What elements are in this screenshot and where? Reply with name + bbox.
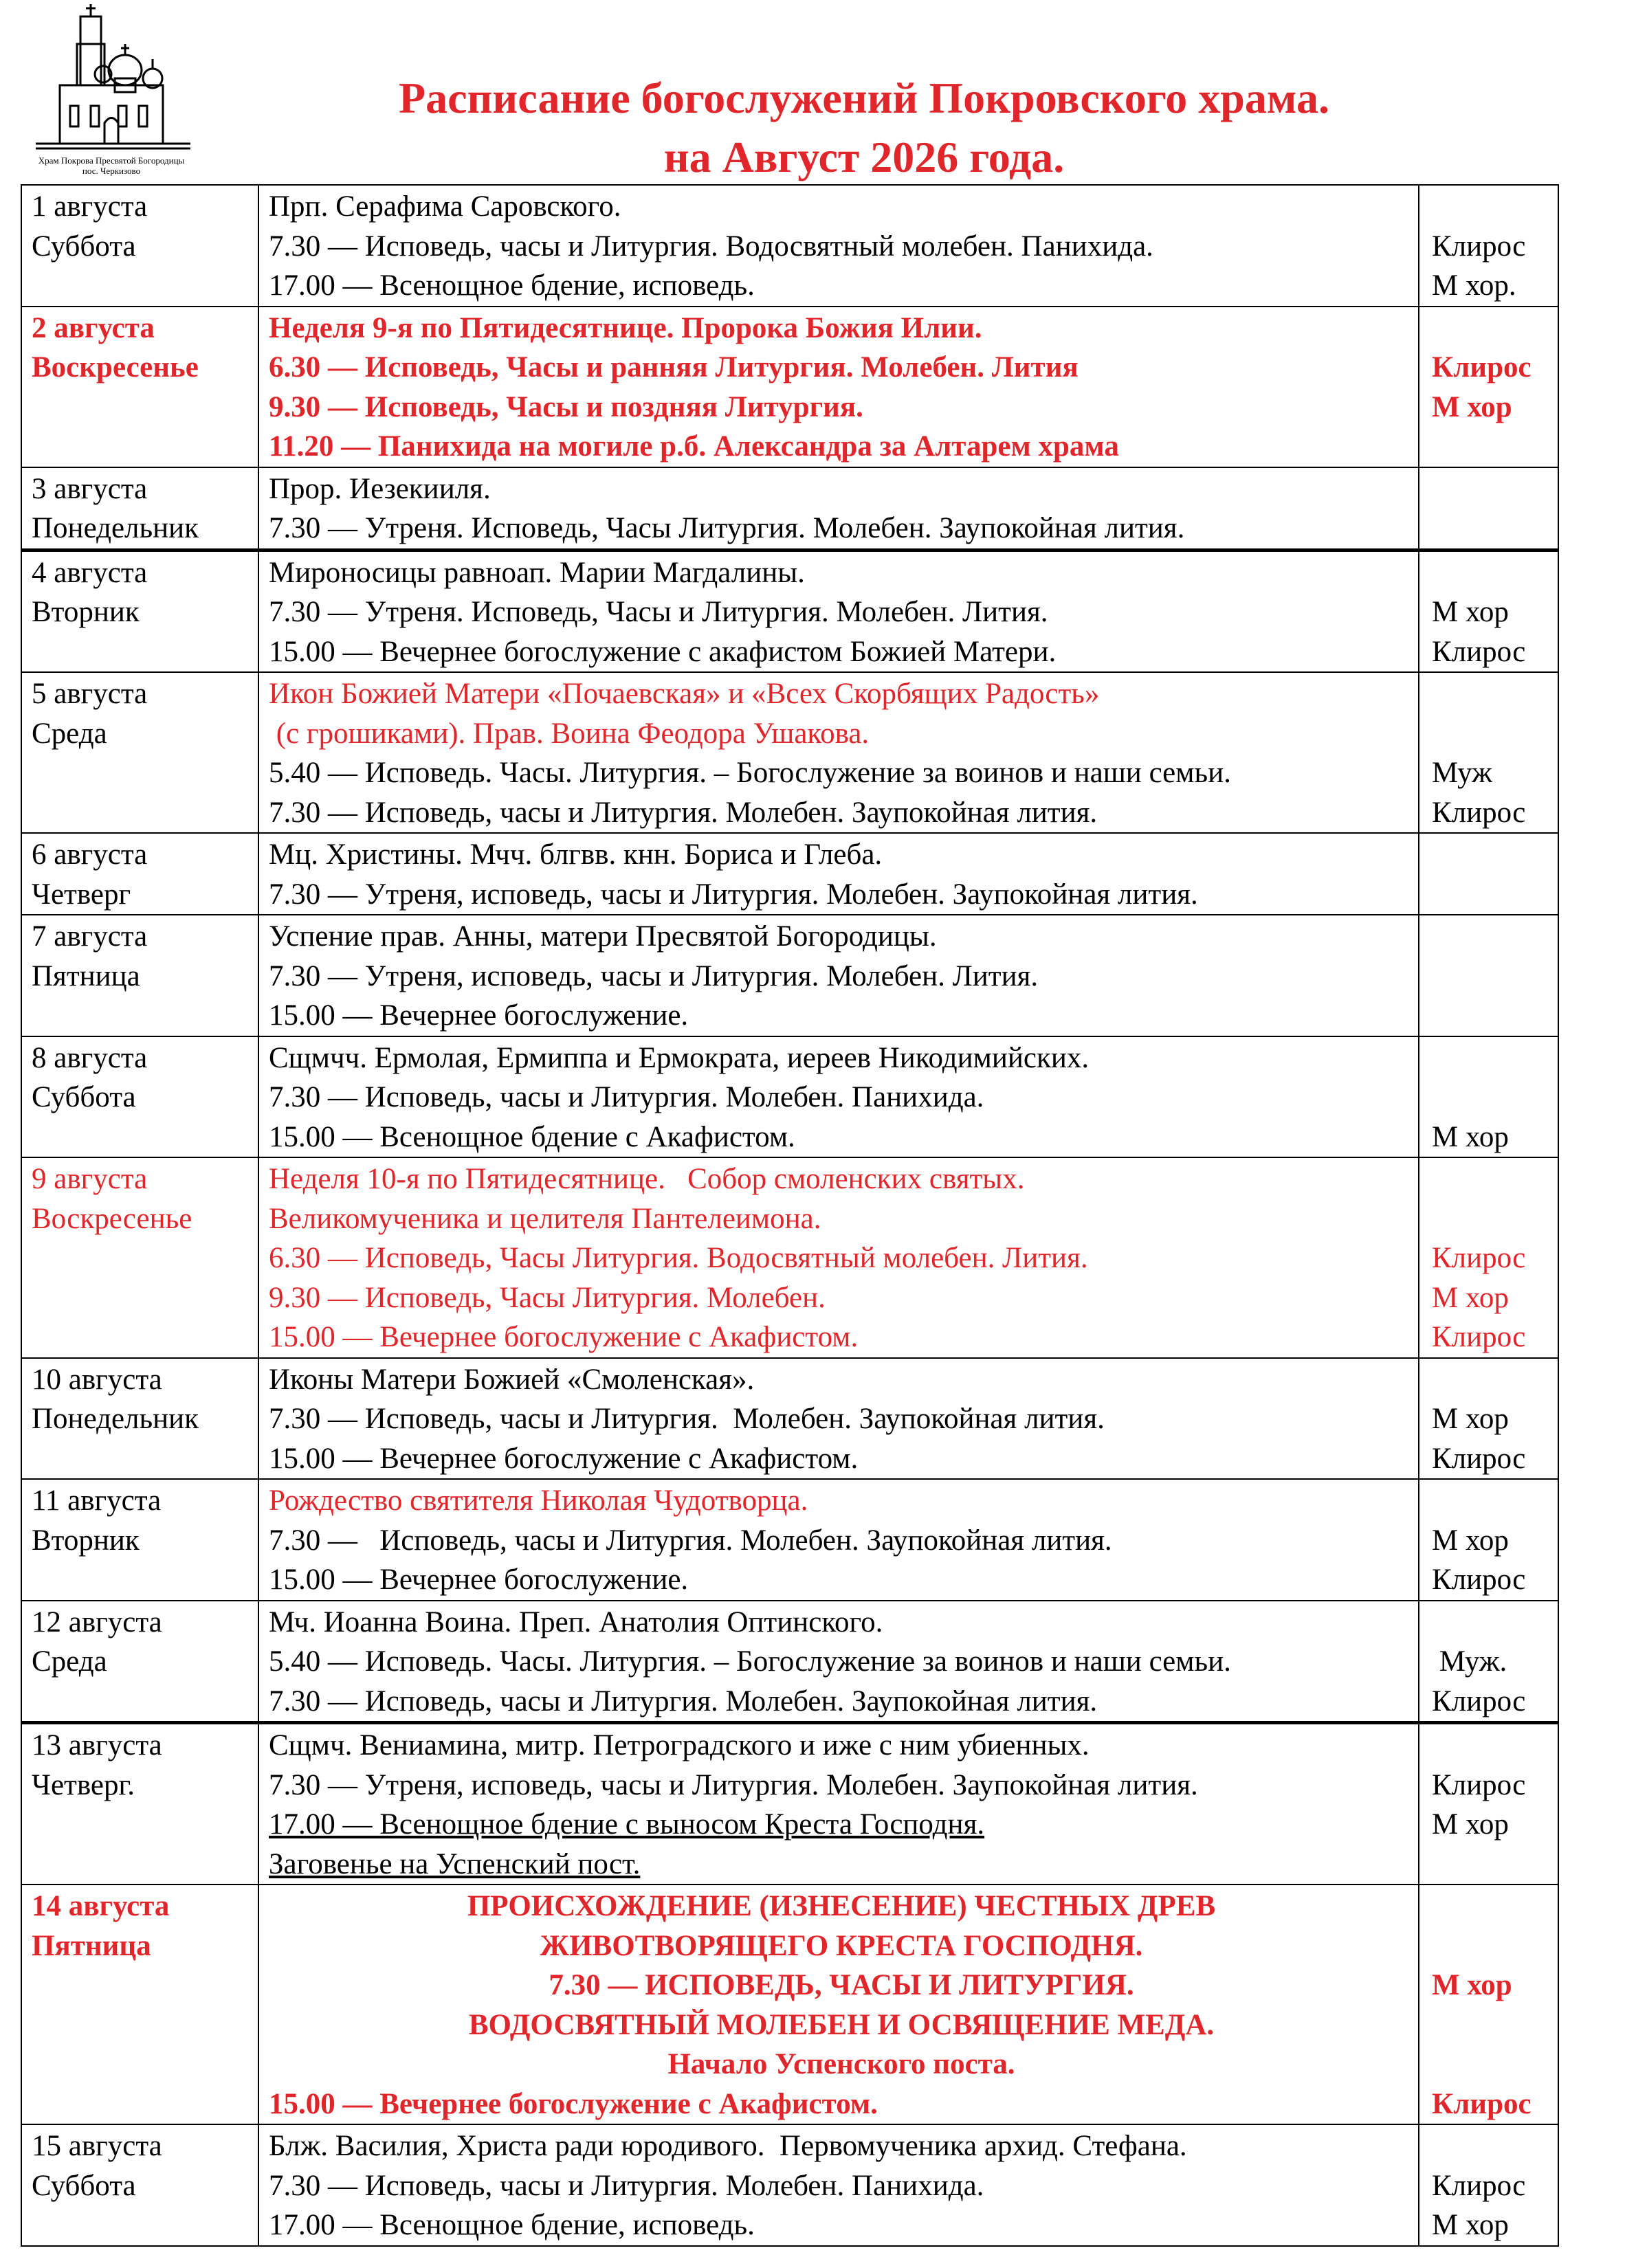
schedule-row — [21, 1157, 1558, 1358]
date-text: 5 августа — [32, 678, 148, 710]
service-line: 7.30 — Утреня, исповедь, часы и Литургия. Молебен. Заупокойная лития. — [269, 1768, 1198, 1801]
choir-spacer — [1432, 1603, 1554, 1643]
date-text: 3 августа — [32, 472, 148, 505]
weekday-text: Воскресенье — [32, 1202, 192, 1235]
choir-spacer — [1432, 1360, 1554, 1400]
service-line: Успение прав. Анны, матери Пресвятой Богородицы. — [269, 920, 937, 953]
date-cell — [21, 1358, 258, 1480]
choir-spacer — [1432, 1926, 1554, 1966]
date-text: 14 августа — [32, 1890, 170, 1922]
services-cell — [258, 1157, 1419, 1358]
choir-spacer — [1432, 1481, 1554, 1521]
service-line: 7.30 — Исповедь, часы и Литургия. Водосвятный молебен. Панихида. — [269, 230, 1153, 263]
choir-spacer — [1432, 2126, 1554, 2166]
choir-cell — [1419, 185, 1558, 307]
service-line: 15.00 — Всенощное бдение с Акафистом. — [269, 1120, 795, 1153]
choir-label: Клирос — [1432, 230, 1526, 263]
services-cell — [258, 1885, 1419, 2124]
choir-label: Клирос — [1432, 1685, 1526, 1717]
choir-label: Клирос — [1432, 2169, 1526, 2202]
date-cell — [21, 1723, 258, 1885]
date-cell — [21, 1885, 258, 2124]
date-text: 11 августа — [32, 1485, 162, 1517]
services-cell — [258, 672, 1419, 833]
schedule-row — [21, 2124, 1558, 2246]
services-cell — [258, 307, 1419, 467]
service-line: 7.30 — Исповедь, часы и Литургия. Молебен. Панихида. — [269, 2169, 984, 2202]
date-text: 15 августа — [32, 2130, 162, 2162]
date-cell — [21, 672, 258, 833]
service-line: 17.00 — Всенощное бдение с выносом Креста Господня. — [269, 1808, 985, 1841]
date-cell — [21, 307, 258, 467]
service-line: Икон Божией Матери «Почаевская» и «Всех Скорбящих Радость» — [269, 678, 1100, 710]
service-line: 7.30 — Утреня, исповедь, часы и Литургия. Молебен. Лития. — [269, 959, 1039, 992]
date-cell — [21, 915, 258, 1036]
date-text: 6 августа — [32, 838, 148, 871]
schedule-row — [21, 307, 1558, 467]
weekday-text: Суббота — [32, 2169, 136, 2202]
page-title — [172, 69, 1556, 187]
service-line: 15.00 — Вечернее богослужение с Акафистом. — [269, 1321, 859, 1353]
date-text: 8 августа — [32, 1041, 148, 1074]
choir-cell — [1419, 672, 1558, 833]
choir-spacer — [1432, 187, 1554, 227]
choir-label: М хор — [1432, 1403, 1509, 1435]
service-line: Сщмч. Вениамина, митр. Петроградского и иже с ним убиенных. — [269, 1729, 1090, 1761]
choir-spacer — [1432, 2045, 1554, 2084]
choir-spacer — [1432, 1038, 1554, 1078]
schedule-row — [21, 550, 1558, 672]
date-cell — [21, 2124, 258, 2246]
choir-spacer — [1432, 917, 1554, 957]
weekday-text: Среда — [32, 1645, 107, 1678]
choir-spacer — [1432, 714, 1554, 754]
schedule-row — [21, 1479, 1558, 1601]
choir-label: Клирос — [1432, 2087, 1532, 2120]
service-line: (с грошиками). Прав. Воина Феодора Ушакова. — [269, 717, 870, 750]
choir-spacer — [1432, 1887, 1554, 1926]
date-cell — [21, 185, 258, 307]
date-text: 12 августа — [32, 1605, 162, 1638]
date-text: 9 августа — [32, 1163, 148, 1195]
choir-label: Клирос — [1432, 635, 1526, 668]
schedule-row — [21, 1036, 1558, 1158]
choir-label: Клирос — [1432, 1564, 1526, 1596]
services-cell — [258, 2124, 1419, 2246]
choir-label: М хор — [1432, 1808, 1509, 1841]
date-text: 4 августа — [32, 556, 148, 589]
schedule-row — [21, 185, 1558, 307]
services-cell — [258, 1723, 1419, 1885]
services-cell — [258, 1358, 1419, 1480]
choir-cell — [1419, 1479, 1558, 1601]
logo-caption-line-1: Храм Покрова Пресвятой Богородицы — [38, 155, 185, 166]
weekday-text: Суббота — [32, 230, 136, 263]
service-line: 15.00 — Вечернее богослужение с Акафистом. — [269, 1442, 859, 1475]
choir-cell — [1419, 2124, 1558, 2246]
choir-label: М хор — [1432, 1524, 1509, 1557]
choir-spacer — [1432, 674, 1554, 714]
date-cell — [21, 1036, 258, 1158]
services-cell — [258, 1601, 1419, 1723]
date-cell — [21, 1157, 258, 1358]
choir-spacer — [1432, 1845, 1554, 1885]
services-cell — [258, 833, 1419, 915]
choir-label: М хор. — [1432, 269, 1516, 302]
choir-cell — [1419, 467, 1558, 551]
date-text: 7 августа — [32, 920, 148, 953]
service-line: 15.00 — Вечернее богослужение с Акафистом. — [269, 2087, 878, 2120]
choir-spacer — [1432, 1199, 1554, 1239]
date-text: 13 августа — [32, 1729, 162, 1761]
date-cell — [21, 467, 258, 551]
schedule-row — [21, 1601, 1558, 1723]
choir-cell — [1419, 1723, 1558, 1885]
title-line-2: на Август 2026 года. — [663, 133, 1065, 181]
service-line: Иконы Матери Божией «Смоленская». — [269, 1363, 755, 1396]
service-line: 9.30 — Исповедь, Часы и поздняя Литургия. — [269, 390, 863, 423]
choir-spacer — [1432, 309, 1554, 348]
choir-spacer — [1432, 996, 1554, 1036]
weekday-text: Пятница — [32, 1929, 151, 1962]
choir-cell — [1419, 915, 1558, 1036]
service-line: Прор. Иезекииля. — [269, 472, 491, 505]
date-text: 10 августа — [32, 1363, 162, 1396]
service-line: 7.30 — ИСПОВЕДЬ, ЧАСЫ И ЛИТУРГИЯ. — [549, 1969, 1134, 2001]
choir-label: М хор — [1432, 390, 1512, 423]
choir-label: М хор — [1432, 1120, 1509, 1153]
schedule-row — [21, 467, 1558, 551]
date-cell — [21, 1479, 258, 1601]
choir-label: Муж. — [1432, 1645, 1507, 1678]
service-line: Мироносицы равноап. Марии Магдалины. — [269, 556, 805, 589]
weekday-text: Четверг. — [32, 1768, 135, 1801]
services-cell — [258, 467, 1419, 551]
service-line: Неделя 10-я по Пятидесятнице. Собор смоленских святых. — [269, 1163, 1025, 1195]
schedule-row — [21, 915, 1558, 1036]
schedule-table — [21, 184, 1559, 2247]
schedule-row — [21, 833, 1558, 915]
service-line: 9.30 — Исповедь, Часы Литургия. Молебен. — [269, 1281, 826, 1314]
weekday-text: Пятница — [32, 959, 140, 992]
service-line: 7.30 — Исповедь, часы и Литургия. Молебен. Заупокойная лития. — [269, 796, 1098, 829]
service-line: 5.40 — Исповедь. Часы. Литургия. – Богослужение за воинов и наши семьи. — [269, 1645, 1231, 1678]
date-text: 2 августа — [32, 311, 155, 344]
choir-label: Клирос — [1432, 1242, 1526, 1274]
choir-spacer — [1432, 427, 1554, 467]
services-cell — [258, 915, 1419, 1036]
service-line: Блж. Василия, Христа ради юродивого. Первомученика архид. Стефана. — [269, 2130, 1187, 2162]
service-line: ЖИВОТВОРЯЩЕГО КРЕСТА ГОСПОДНЯ. — [540, 1929, 1143, 1962]
service-line: 15.00 — Вечернее богослужение. — [269, 1564, 689, 1596]
choir-cell — [1419, 1358, 1558, 1480]
title-line-1: Расписание богослужений Покровского храма. — [399, 74, 1329, 122]
schedule-row — [21, 1358, 1558, 1480]
service-line: Мч. Иоанна Воина. Преп. Анатолия Оптинского. — [269, 1605, 883, 1638]
service-line: Начало Успенского поста. — [667, 2048, 1015, 2080]
choir-spacer — [1432, 2005, 1554, 2045]
service-line: Рождество святителя Николая Чудотворца. — [269, 1485, 808, 1517]
service-line: Прп. Серафима Саровского. — [269, 190, 621, 223]
service-line: 7.30 — Исповедь, часы и Литургия. Молебен. Заупокойная лития. — [269, 1403, 1105, 1435]
choir-spacer — [1432, 509, 1554, 548]
date-cell — [21, 550, 258, 672]
service-line: Заговенье на Успенский пост. — [269, 1847, 641, 1880]
service-line: 15.00 — Вечернее богослужение с акафистом Божией Матери. — [269, 635, 1057, 668]
service-line: ПРОИСХОЖДЕНИЕ (ИЗНЕСЕНИЕ) ЧЕСТНЫХ ДРЕВ — [467, 1890, 1216, 1922]
service-line: 17.00 — Всенощное бдение, исповедь. — [269, 2209, 755, 2241]
weekday-text: Четверг — [32, 878, 131, 911]
choir-spacer — [1432, 835, 1554, 875]
choir-label: М хор — [1432, 596, 1509, 628]
services-cell — [258, 550, 1419, 672]
choir-label: М хор — [1432, 2209, 1509, 2241]
choir-spacer — [1432, 553, 1554, 593]
weekday-text: Воскресенье — [32, 351, 199, 383]
choir-label: Клирос — [1432, 1768, 1526, 1801]
services-cell — [258, 1036, 1419, 1158]
date-cell — [21, 1601, 258, 1723]
choir-label: Клирос — [1432, 796, 1526, 829]
choir-cell — [1419, 1885, 1558, 2124]
date-text: 1 августа — [32, 190, 148, 223]
service-line: 6.30 — Исповедь, Часы Литургия. Водосвятный молебен. Лития. — [269, 1242, 1088, 1274]
service-line: Мц. Христины. Мчч. блгвв. кнн. Бориса и Глеба. — [269, 838, 883, 871]
services-cell — [258, 1479, 1419, 1601]
choir-cell — [1419, 307, 1558, 467]
choir-spacer — [1432, 1078, 1554, 1118]
weekday-text: Вторник — [32, 596, 140, 628]
weekday-text: Понедельник — [32, 1403, 199, 1435]
service-line: Неделя 9-я по Пятидесятнице. Пророка Божия Илии. — [269, 311, 982, 344]
weekday-text: Вторник — [32, 1524, 140, 1557]
service-line: Великомученика и целителя Пантелеимона. — [269, 1202, 821, 1235]
logo-caption-line-2: пос. Черкизово — [82, 166, 141, 176]
choir-spacer — [1432, 1726, 1554, 1766]
choir-cell — [1419, 1157, 1558, 1358]
schedule-row — [21, 672, 1558, 833]
service-line: 7.30 — Утреня. Исповедь, Часы и Литургия. Молебен. Лития. — [269, 596, 1048, 628]
service-line: 7.30 — Исповедь, часы и Литургия. Молебен. Заупокойная лития. — [269, 1685, 1098, 1717]
choir-label: М хор — [1432, 1969, 1512, 2001]
choir-spacer — [1432, 875, 1554, 915]
choir-label: Клирос — [1432, 1321, 1526, 1353]
weekday-text: Понедельник — [32, 512, 199, 544]
choir-label: Клирос — [1432, 351, 1532, 383]
services-cell — [258, 185, 1419, 307]
service-line: Сщмчч. Ермолая, Ермиппа и Ермократа, иереев Никодимийских. — [269, 1041, 1090, 1074]
service-line: 6.30 — Исповедь, Часы и ранняя Литургия. Молебен. Лития — [269, 351, 1079, 383]
choir-spacer — [1432, 1159, 1554, 1199]
service-line: 17.00 — Всенощное бдение, исповедь. — [269, 269, 755, 302]
service-line: 7.30 — Исповедь, часы и Литургия. Молебен. Заупокойная лития. — [269, 1524, 1112, 1557]
choir-cell — [1419, 1601, 1558, 1723]
service-line: 15.00 — Вечернее богослужение. — [269, 999, 689, 1032]
choir-spacer — [1432, 469, 1554, 509]
choir-cell — [1419, 550, 1558, 672]
schedule-row — [21, 1885, 1558, 2124]
choir-cell — [1419, 833, 1558, 915]
choir-label: М хор — [1432, 1281, 1509, 1314]
choir-spacer — [1432, 957, 1554, 997]
choir-label: Клирос — [1432, 1442, 1526, 1475]
weekday-text: Среда — [32, 717, 107, 750]
service-line: 11.20 — Панихида на могиле р.б. Александра за Алтарем храма — [269, 430, 1119, 463]
schedule-row — [21, 1723, 1558, 1885]
schedule-body — [21, 185, 1558, 2246]
weekday-text: Суббота — [32, 1081, 136, 1113]
service-line: 5.40 — Исповедь. Часы. Литургия. – Богослужение за воинов и наши семьи. — [269, 757, 1231, 789]
service-line: ВОДОСВЯТНЫЙ МОЛЕБЕН И ОСВЯЩЕНИЕ МЕДА. — [468, 2008, 1215, 2041]
date-cell — [21, 833, 258, 915]
service-line: 7.30 — Утреня, исповедь, часы и Литургия. Молебен. Заупокойная лития. — [269, 878, 1198, 911]
choir-label: Муж — [1432, 757, 1492, 789]
service-line: 7.30 — Утреня. Исповедь, Часы Литургия. Молебен. Заупокойная лития. — [269, 512, 1185, 544]
choir-cell — [1419, 1036, 1558, 1158]
service-line: 7.30 — Исповедь, часы и Литургия. Молебен. Панихида. — [269, 1081, 984, 1113]
